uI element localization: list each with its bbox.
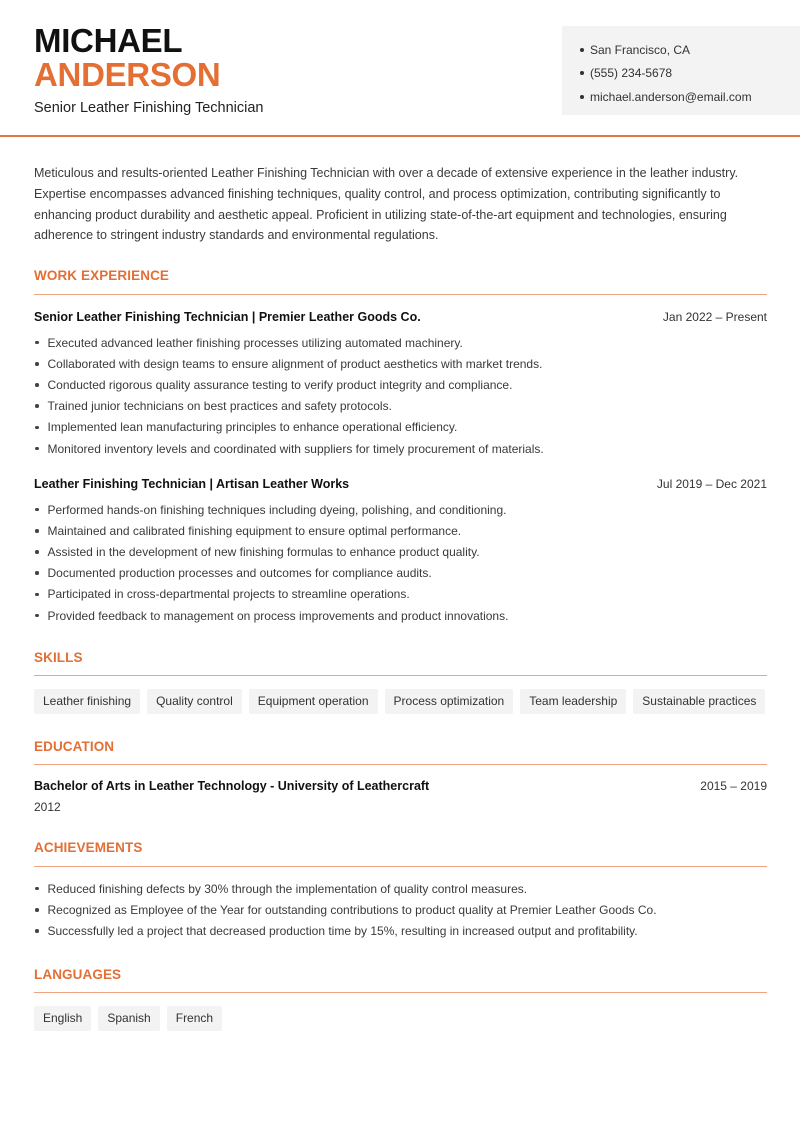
skill-chip: Process optimization	[385, 689, 514, 714]
section-divider	[34, 294, 767, 295]
contact-box	[562, 26, 800, 115]
bullet-icon	[35, 383, 39, 387]
list-item-text: Implemented lean manufacturing principles to enhance operational efficiency.	[47, 420, 458, 435]
list-item	[34, 563, 767, 584]
section-title-achievements: ACHIEVEMENTS	[34, 840, 143, 855]
section-title-skills: SKILLS	[34, 650, 83, 665]
bullet-icon	[35, 426, 39, 430]
list-item	[34, 584, 767, 605]
bullet-icon	[35, 447, 39, 451]
list-item	[34, 899, 767, 920]
list-item-text: Maintained and calibrated finishing equipment to ensure optimal performance.	[47, 523, 462, 538]
bullet-icon	[35, 341, 39, 345]
list-item	[34, 396, 767, 417]
list-item	[34, 374, 767, 395]
skill-chip: Team leadership	[520, 689, 626, 714]
education-year: 2012	[34, 800, 61, 814]
section-title-languages: LANGUAGES	[34, 967, 122, 982]
section-title-work-experience: WORK EXPERIENCE	[34, 268, 170, 283]
last-name: ANDERSON	[34, 56, 221, 93]
contact-email[interactable]	[580, 85, 800, 109]
skill-chip: Equipment operation	[249, 689, 378, 714]
bullet-icon	[35, 508, 39, 512]
job-2-bullets	[34, 499, 767, 626]
list-item-text: Documented production processes and outcomes for compliance audits.	[47, 566, 432, 581]
bullet-icon	[580, 48, 584, 52]
list-item	[34, 541, 767, 562]
list-item	[34, 499, 767, 520]
list-item	[34, 605, 767, 626]
language-chip: Spanish	[98, 1006, 159, 1031]
list-item-text: Monitored inventory levels and coordinated with suppliers for timely procurement of materials.	[47, 441, 544, 456]
list-item-text: Conducted rigorous quality assurance testing to verify product integrity and compliance.	[47, 377, 513, 392]
contact-location-text: San Francisco, CA	[590, 42, 691, 57]
list-item-text: Performed hands-on finishing techniques including dyeing, polishing, and conditioning.	[47, 502, 507, 517]
list-item-text: Executed advanced leather finishing processes utilizing automated machinery.	[47, 335, 463, 350]
list-item	[34, 520, 767, 541]
skill-chip: Quality control	[147, 689, 242, 714]
list-item-text: Participated in cross-departmental projects to streamline operations.	[47, 587, 410, 602]
education-dates: 2015 – 2019	[700, 779, 767, 793]
bullet-icon	[35, 593, 39, 597]
languages-chip-row	[34, 1006, 222, 1031]
job-dates: Jan 2022 – Present	[662, 310, 767, 324]
bullet-icon	[35, 571, 39, 575]
list-item-text: Recognized as Employee of the Year for outstanding contributions to product quality at Premier Leather Goods Co.	[47, 902, 657, 917]
list-item-text: Collaborated with design teams to ensure alignment of product aesthetics with market trends.	[47, 356, 543, 371]
list-item	[34, 417, 767, 438]
section-divider	[34, 866, 767, 867]
resume-header	[0, 0, 800, 137]
job-header-2	[34, 477, 767, 491]
section-divider	[34, 764, 767, 765]
section-divider	[34, 992, 767, 993]
contact-location	[580, 38, 800, 62]
job-dates: Jul 2019 – Dec 2021	[656, 477, 767, 491]
bullet-icon	[35, 529, 39, 533]
job-role: Leather Finishing Technician | Artisan Leather Works	[34, 477, 350, 491]
bullet-icon	[35, 929, 39, 933]
first-name: MICHAEL	[34, 22, 183, 59]
bullet-icon	[35, 550, 39, 554]
job-1-bullets	[34, 332, 767, 459]
bullet-icon	[35, 887, 39, 891]
bullet-icon	[580, 71, 584, 75]
job-title: Senior Leather Finishing Technician	[34, 100, 264, 116]
skill-chip: Leather finishing	[34, 689, 140, 714]
education-degree: Bachelor of Arts in Leather Technology - University of Leathercraft	[34, 779, 430, 793]
list-item	[34, 438, 767, 459]
education-header	[34, 779, 767, 793]
bullet-icon	[35, 362, 39, 366]
bullet-icon	[580, 95, 584, 99]
list-item-text: Provided feedback to management on process improvements and product innovations.	[47, 608, 509, 623]
contact-phone	[580, 62, 800, 86]
bullet-icon	[35, 614, 39, 618]
contact-email-text[interactable]: michael.anderson@email.com	[590, 89, 752, 104]
achievements-list	[34, 878, 767, 942]
list-item	[34, 878, 767, 899]
summary-paragraph: Meticulous and results-oriented Leather Finishing Technician with over a decade of extensive experience in the leather industry. Expertise encompasses advanced finishing techniques, quality control, and process optimization, contributing significantly to enhancing product durability and aesthetic appeal. Proficient in utilizing state-of-the-art equipment and technologies, ensuring adherence to stringent industry standards and environmental regulations.	[34, 166, 739, 243]
section-title-education: EDUCATION	[34, 739, 115, 754]
language-chip: French	[167, 1006, 222, 1031]
list-item-text: Successfully led a project that decreased production time by 15%, resulting in increased output and profitability.	[47, 923, 638, 938]
skill-chip: Sustainable practices	[633, 689, 765, 714]
list-item	[34, 353, 767, 374]
list-item-text: Assisted in the development of new finishing formulas to enhance product quality.	[47, 544, 480, 559]
list-item	[34, 332, 767, 353]
list-item	[34, 920, 767, 941]
job-header-1	[34, 310, 767, 324]
list-item-text: Trained junior technicians on best practices and safety protocols.	[47, 399, 392, 414]
language-chip: English	[34, 1006, 91, 1031]
bullet-icon	[35, 908, 39, 912]
contact-phone-text: (555) 234-5678	[590, 66, 673, 81]
list-item-text: Reduced finishing defects by 30% through the implementation of quality control measures.	[47, 881, 528, 896]
bullet-icon	[35, 404, 39, 408]
job-role: Senior Leather Finishing Technician | Premier Leather Goods Co.	[34, 310, 421, 324]
section-divider	[34, 675, 767, 676]
skills-chip-row	[34, 689, 765, 714]
